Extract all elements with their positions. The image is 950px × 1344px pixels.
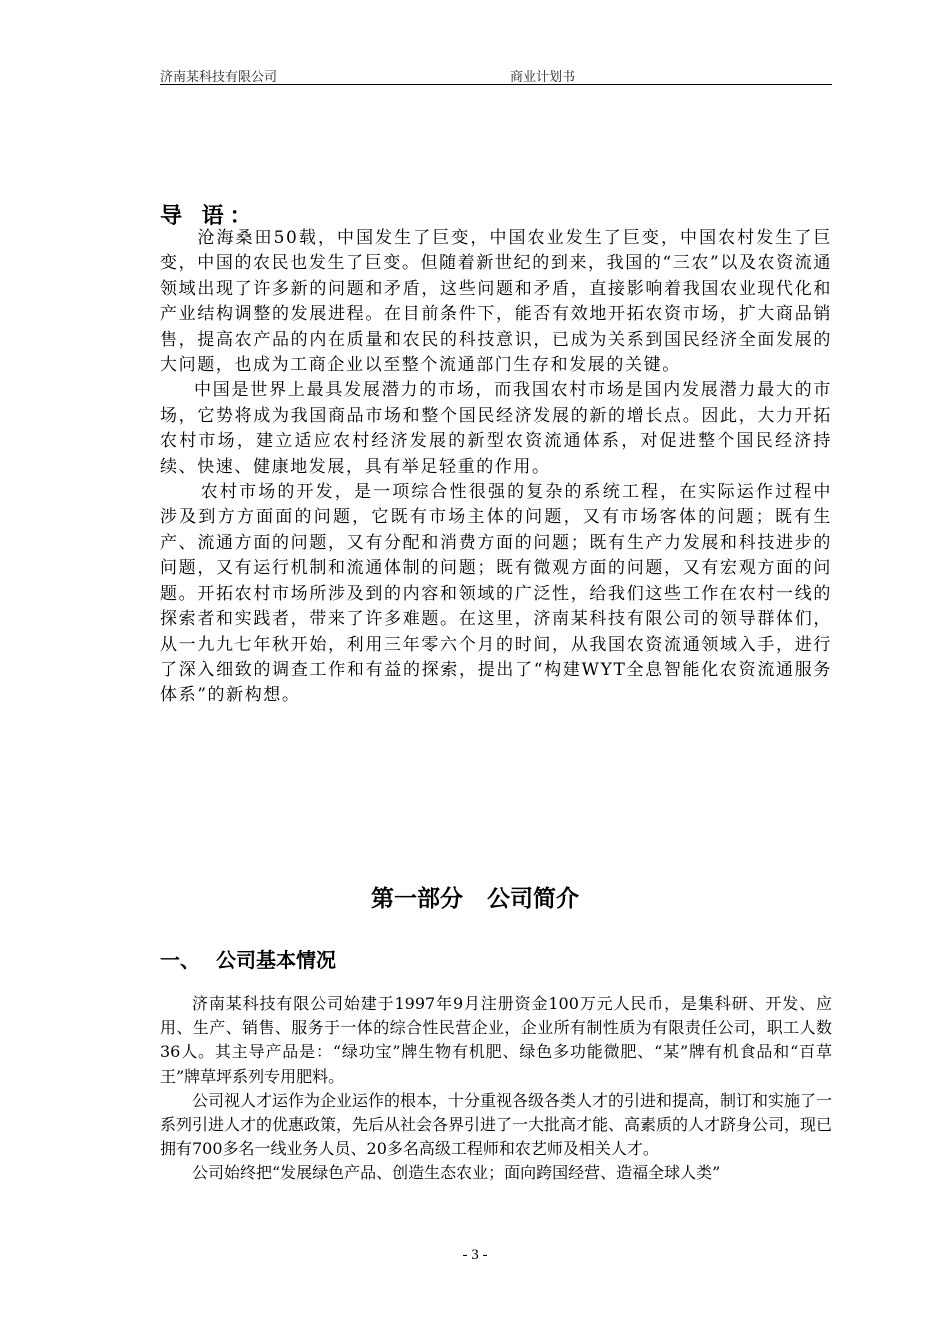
intro-heading: 导 语： — [160, 204, 258, 229]
page-header — [160, 64, 832, 84]
intro-paragraph: 沧海桑田50载，中国发生了巨变，中国农业发生了巨变，中国农村发生了巨变，中国的农民也发生了巨变。但随着新世纪的到来，我国的“三农”以及农资流通领域出现了许多新的问题和矛盾，这些问题和矛盾，直接影响着我国农业现代化和产业结构调整的发展进程。在目前条件下，能否有效地开拓农资市场，扩大商品销售，提高农产品的内在质量和农民的科技意识，已成为关系到国民经济全面发展的大问题，也成为工商企业以至整个流通部门生存和发展的关键。 — [160, 228, 832, 376]
part-number: 第一部分 — [371, 886, 463, 912]
body-paragraph: 公司视人才运作为企业运作的根本，十分重视各级各类人才的引进和提高，制订和实施了一系列引进人才的优惠政策，先后从社会各界引进了一大批高才能、高素质的人才跻身公司，现已拥有700多名一线业务人员、20多名高级工程师和农艺师及相关人才。 — [160, 1090, 833, 1159]
page-number: - 3 - — [462, 1247, 488, 1263]
section-title: 公司基本情况 — [216, 948, 336, 972]
part-title: 公司简介 — [487, 886, 579, 912]
header-divider — [160, 84, 832, 85]
header-document-title: 商业计划书 — [510, 69, 576, 84]
body-paragraph: 公司始终把“发展绿色产品、创造生态农业；面向跨国经营、造福全球人类” — [192, 1163, 721, 1183]
section-body — [160, 992, 832, 1186]
section-heading — [160, 944, 336, 973]
intro-paragraph: 中国是世界上最具发展潜力的市场，而我国农村市场是国内发展潜力最大的市场，它势将成为我国商品市场和整个国民经济发展的新的增长点。因此，大力开拓农村市场，建立适应农村经济发展的新型农资流通体系，对促进整个国民经济持续、快速、健康地发展，具有举足轻重的作用。 — [160, 380, 832, 477]
section-number: 一、 — [160, 948, 200, 972]
body-paragraph: 济南某科技有限公司始建于1997年9月注册资金100万元人民币，是集科研、开发、应用、生产、销售、服务于一体的综合性民营企业，企业所有制性质为有限责任公司，职工人数36人。其主导产品是：“绿功宝”牌生物有机肥、绿色多功能微肥、“某”牌有机食品和“百草王”牌草坪系列专用肥料。 — [160, 994, 832, 1086]
part-heading — [0, 880, 950, 913]
intro-section — [160, 226, 832, 709]
header-company-name: 济南某科技有限公司 — [160, 69, 278, 84]
intro-paragraph: 农村市场的开发，是一项综合性很强的复杂的系统工程，在实际运作过程中涉及到方方面面的问题，它既有市场主体的问题，又有市场客体的问题；既有生产、流通方面的问题，又有分配和消费方面的问题；既有生产力发展和科技进步的问题，又有运行机制和流通体制的问题；既有微观方面的问题，又有宏观方面的问题。开拓农村市场所涉及到的内容和领域的广泛性，给我们这些工作在农村一线的探索者和实践者，带来了许多难题。在这里，济南某科技有限公司的领导群体们，从一九九七年秋开始，利用三年零六个月的时间，从我国农资流通领域入手，进行了深入细致的调查工作和有益的探索，提出了“构建WYT全息智能化农资流通服务体系”的新构想。 — [160, 482, 832, 706]
